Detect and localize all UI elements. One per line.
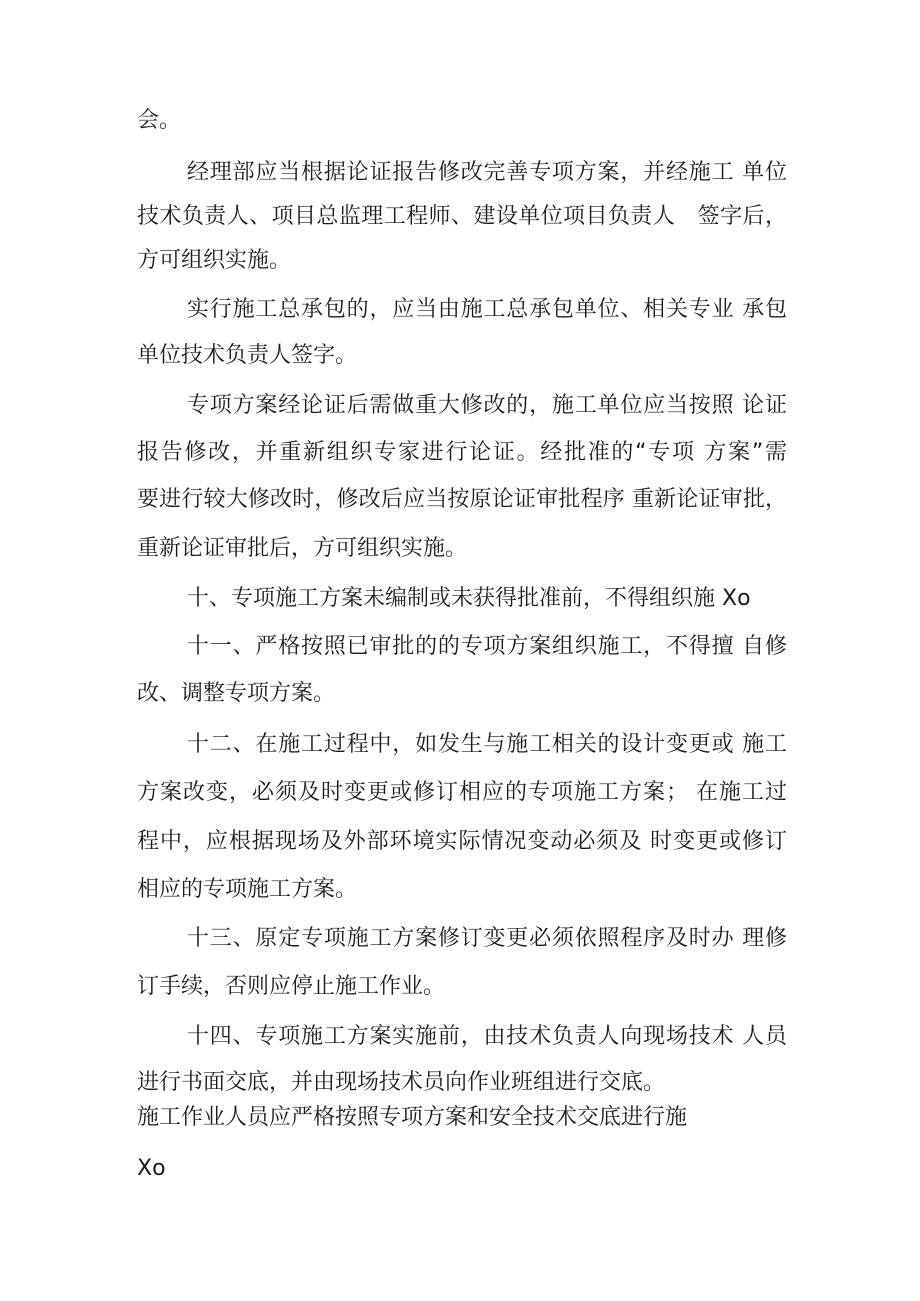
text-line: 十二、在施工过程中，如发生与施工相关的设计变更或 施工 (187, 732, 787, 757)
text-line: 进行书面交底，并由现场技术员向作业班组进行交底。 (137, 1070, 666, 1095)
text-line: 十一、严格按照已审批的的专项方案组织施工，不得擅 自修 (187, 634, 787, 659)
text-line: 十、专项施工方案未编制或未获得批准前，不得组织施 Xo (187, 586, 751, 611)
text-line: 方可组织实施。 (137, 248, 292, 273)
text-line: 十四、专项施工方案实施前，由技术负责人向现场技术 人员 (187, 1024, 787, 1049)
text-line: 单位技术负责人签字。 (137, 343, 358, 368)
text-line: 专项方案经论证后需做重大修改的，施工单位应当按照 论证 (187, 393, 787, 418)
text-line: 技术负责人、项目总监理工程师、建设单位项目负责人 签字后， (137, 204, 787, 229)
text-line: 订手续，否则应停止施工作业。 (137, 974, 446, 999)
text-line: 施工作业人员应严格按照专项方案和安全技术交底进行施 (137, 1105, 688, 1130)
text-line: 重新论证审批后，方可组织实施。 (137, 536, 468, 561)
text-line: 实行施工总承包的，应当由施工总承包单位、相关专业 承包 (187, 297, 787, 322)
text-line: 要进行较大修改时，修改后应当按原论证审批程序 重新论证审批， (137, 487, 787, 512)
text-line: Xo (137, 1156, 166, 1181)
text-line: 十三、原定专项施工方案修订变更必须依照程序及时办 理修 (187, 926, 787, 951)
text-line: 程中，应根据现场及外部环境实际情况变动必须及 时变更或修订 (137, 829, 787, 854)
text-line: 报告修改，并重新组织专家进行论证。经批准的“专项 方案”需 (137, 440, 787, 465)
text-line: 会。 (137, 108, 182, 133)
text-line: 方案改变，必须及时变更或修订相应的专项施工方案； 在施工过 (137, 780, 787, 805)
text-line: 相应的专项施工方案。 (137, 877, 358, 902)
text-line: 经理部应当根据论证报告修改完善专项方案，并经施工 单位 (187, 160, 787, 185)
text-line: 改、调整专项方案。 (137, 681, 336, 706)
